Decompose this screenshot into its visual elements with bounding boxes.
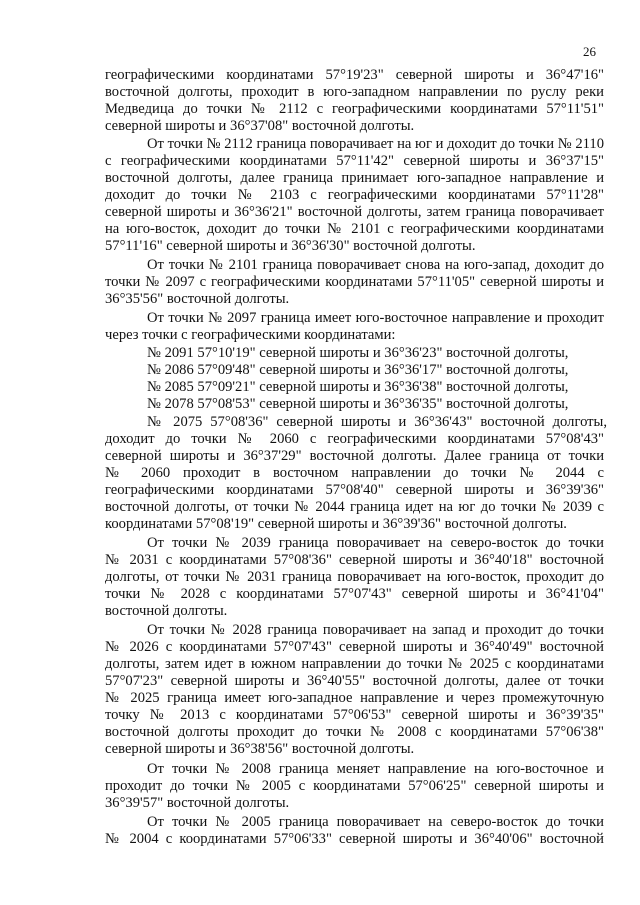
text-line: восточной долготы, проходит в юго-западном направлении по руслу реки [105,84,604,100]
text-line: От точки № 2112 граница поворачивает на юг и доходит до точки № 2110 [147,136,604,152]
text-line: № 2026 с координатами 57°07'43" северной широты и 36°40'49" восточной [105,639,604,655]
text-line: географическими координатами 57°19'23" северной широты и 36°47'16" [105,67,604,83]
text-line: долготы, от точки № 2031 граница поворачивает на юго-восток, проходит до [105,569,604,585]
text-line: северной широты и 36°37'29" восточной долготы. Далее граница от точки [105,448,604,464]
text-line: № 2031 с координатами 57°08'36" северной широты и 36°40'18" восточной [105,552,604,568]
text-line: через точки с географическими координатами: [105,327,396,343]
text-line: № 2004 с координатами 57°06'33" северной широты и 36°40'06" восточной [105,831,604,847]
text-line: восточной долготы проходит до точки № 2008 с координатами 57°06'38" [105,724,604,740]
coordinate-list-item: № 2078 57°08'53" северной широты и 36°36'35" восточной долготы, [147,396,569,412]
text-line: От точки № 2005 граница поворачивает на северо-восток до точки [147,814,604,830]
text-line: географическими координатами 57°08'40" северной широты и 36°39'36" [105,482,604,498]
text-line: с географическими координатами 57°11'42" северной широты и 36°37'15" [105,153,604,169]
text-line: От точки № 2039 граница поворачивает на северо-восток до точки [147,535,604,551]
text-line: точку № 2013 с координатами 57°06'53" северной широты и 36°39'35" [105,707,604,723]
coordinate-list-item: № 2091 57°10'19" северной широты и 36°36'23" восточной долготы, [147,345,569,361]
text-line: 36°35'56" восточной долготы. [105,291,290,307]
text-line: проходит до точки № 2005 с координатами 57°06'25" северной широты и [105,778,604,794]
text-line: точки № 2097 с географическими координатами 57°11'05" северной широты и [105,274,604,290]
text-line: Медведица до точки № 2112 с географическими координатами 57°11'51" [105,101,604,117]
coordinate-list-item: № 2075 57°08'36" северной широты и 36°36'43" восточной долготы, [147,414,607,430]
text-line: От точки № 2097 граница имеет юго-восточное направление и проходит [147,310,604,326]
text-line: точки № 2028 с координатами 57°07'43" северной широты и 36°41'04" [105,586,604,602]
text-line: северной широты и 36°38'56" восточной долготы. [105,741,415,757]
coordinate-list-item: № 2086 57°09'48" северной широты и 36°36'17" восточной долготы, [147,362,569,378]
text-line: доходит до точки № 2060 с географическими координатами 57°08'43" [105,431,604,447]
text-line: на юго-восток, доходит до точки № 2101 с географическими координатами [105,221,604,237]
page-number: 26 [583,44,596,59]
coordinate-list-item: № 2085 57°09'21" северной широты и 36°36'38" восточной долготы, [147,379,569,395]
text-line: От точки № 2028 граница поворачивает на запад и проходит до точки [147,622,604,638]
text-line: северной широты и 36°37'08" восточной долготы. [105,118,415,134]
text-line: северной широты и 36°36'21" восточной долготы, затем граница поворачивает [105,204,604,220]
text-line: восточной долготы, от точки № 2044 граница идет на юг до точки № 2039 с [105,499,604,515]
text-line: № 2025 граница имеет юго-западное направление и через промежуточную [105,690,604,706]
text-line: 57°11'16" северной широты и 36°36'30" восточной долготы. [105,238,476,254]
text-line: доходит до точки № 2103 с географическими координатами 57°11'28" [105,187,604,203]
text-line: 57°07'23" северной широты и 36°40'55" восточной долготы, далее от точки [105,673,604,689]
text-line: восточной долготы. [105,603,228,619]
text-line: 36°39'57" восточной долготы. [105,795,290,811]
text-line: координатами 57°08'19" северной широты и 36°39'36" восточной долготы. [105,516,567,532]
text-line: № 2060 проходит в восточном направлении до точки № 2044 с [105,465,604,481]
text-line: От точки № 2008 граница меняет направление на юго-восточное и [147,761,604,777]
text-line: От точки № 2101 граница поворачивает снова на юго-запад, доходит до [147,257,604,273]
text-line: восточной долготы, далее граница принимает юго-западное направление и [105,170,604,186]
text-line: долготы, затем идет в южном направлении до точки № 2025 с координатами [105,656,604,672]
